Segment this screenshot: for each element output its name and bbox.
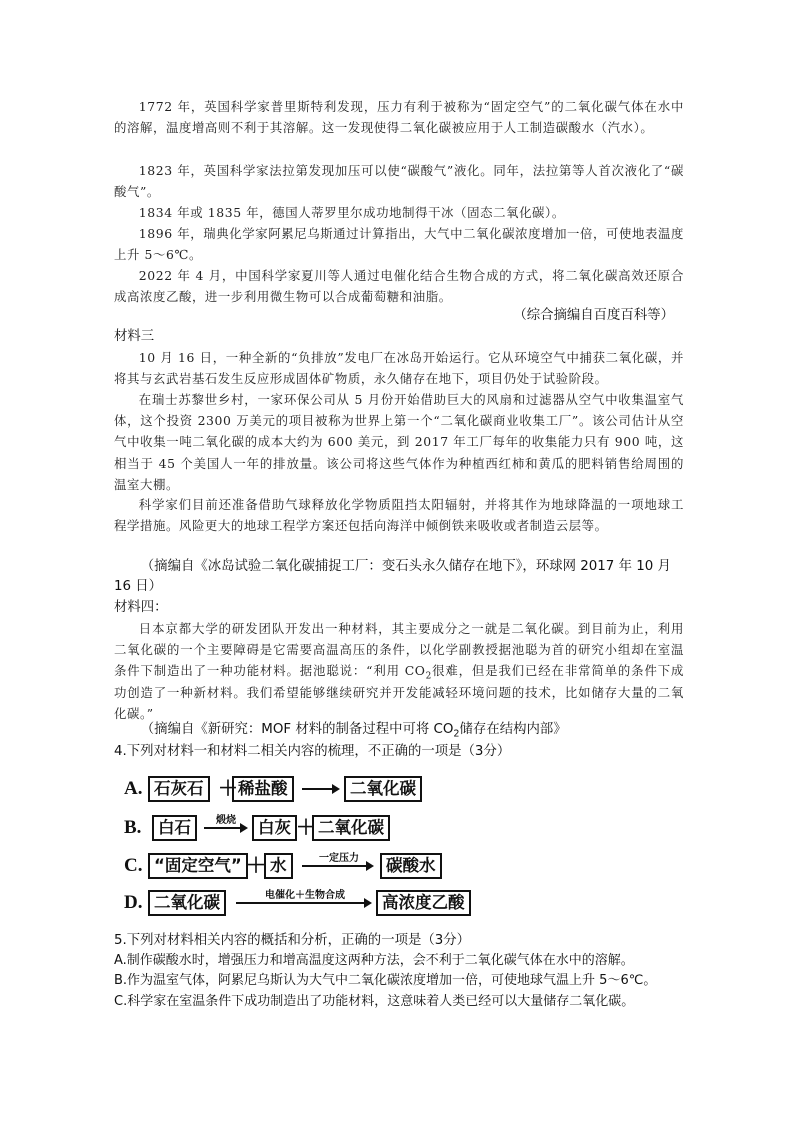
material2-paragraph-1896: 1896 年，瑞典化学家阿累尼乌斯通过计算指出，大气中二氧化碳浓度增加一倍，可使地表温度上升 5～6℃。 bbox=[114, 226, 684, 263]
material4-text-a: 日本京都大学的研发团队开发出一种材料，其主要成分之一就是二氧化碳。到目前为止，利用二氧化碳的一个主要障碍是它需要高温高压的条件，以化学副教授据池聪为首的研究小组却在室温条件下制造出了一种功能材料。据池聪说：“利用 CO bbox=[114, 621, 684, 679]
reactant-box: 白石 bbox=[152, 815, 197, 841]
reactant-box: “固定空气” bbox=[148, 853, 248, 879]
material3-source: （摘编自《冰岛试验二氧化碳捕捉工厂：变石头永久储存在地下》，环球网 2017 年 10 月 16 日） bbox=[114, 559, 671, 594]
reaction-condition: 电催化＋生物合成 bbox=[265, 890, 345, 901]
product-box: 高浓度乙酸 bbox=[376, 890, 471, 916]
reaction-arrow-icon bbox=[302, 865, 372, 867]
question5-option-c[interactable]: C.科学家在室温条件下成功制造出了功能材料，这意味着人类已经可以大量储存二氧化碳。 bbox=[114, 994, 635, 1009]
plus-sign: ＋ bbox=[218, 776, 238, 800]
product-box: 二氧化碳 bbox=[312, 815, 390, 841]
material4-paragraph bbox=[114, 618, 684, 724]
reactant-box: 石灰石 bbox=[148, 776, 210, 802]
material4-source-b: 储存在结构内部》 bbox=[459, 722, 567, 737]
reaction-arrow-icon bbox=[302, 788, 338, 790]
option-letter: B. bbox=[124, 817, 142, 838]
material3-paragraph-3: 科学家们目前还准备借助气球释放化学物质阻挡太阳辐射，并将其作为地球降温的一项地球工程学措施。风险更大的地球工程学方案还包括向海洋中倾倒铁来吸收或者制造云层等。 bbox=[114, 497, 684, 534]
product-box: 白灰 bbox=[252, 815, 297, 841]
reaction-condition: 煅烧 bbox=[216, 815, 236, 826]
material4-text-b: 很难，但是我们已经在非常简单的条件下成功创造了一种新材料。我们希望能够继续研究并开发能减轻环境问题的技术，比如储存大量的二氧化碳。” bbox=[114, 663, 684, 721]
product-box: 碳酸水 bbox=[380, 853, 442, 879]
material4-source bbox=[114, 720, 684, 740]
material2-paragraph-1834: 1834 年或 1835 年，德国人蒂罗里尔成功地制得干冰（固态二氧化碳）。 bbox=[138, 205, 565, 220]
material3-paragraph-2: 在瑞士苏黎世乡村，一家环保公司从 5 月份开始借助巨大的风扇和过滤器从空气中收集温室气体，这个投资 2300 万美元的项目被称为世界上第一个“二氧化碳商业收集工厂”。该公司估计从空气中收集一吨二氧化碳的成本大约为 600 美元，到 2017 年工厂每年的收集能力只有 900 吨，这相当于 45 个美国人一年的排放量。该公司将这些气体作为种植西红柿和黄瓜的肥料销售给周围的温室大棚。 bbox=[114, 392, 684, 492]
option-letter: D. bbox=[124, 892, 143, 913]
plus-sign: ＋ bbox=[246, 853, 266, 877]
option-letter: C. bbox=[124, 855, 143, 876]
material4-heading: 材料四： bbox=[114, 600, 168, 615]
material4-source-a: （摘编自《新研究：MOF 材料的制备过程中可将 CO bbox=[140, 722, 454, 737]
question4-option-a[interactable] bbox=[124, 776, 444, 806]
reaction-arrow-icon bbox=[236, 902, 370, 904]
material4-source-subscript: 2 bbox=[453, 728, 460, 740]
reactant-box: 稀盐酸 bbox=[232, 776, 294, 802]
question4-option-c[interactable] bbox=[124, 853, 454, 883]
material3-heading: 材料三 bbox=[114, 329, 155, 344]
plus-sign: ＋ bbox=[296, 815, 316, 839]
question5-option-b[interactable]: B.作为温室气体，阿累尼乌斯认为大气中二氧化碳浓度增加一倍，可使地球气温上升 5～6℃。 bbox=[114, 973, 657, 988]
material2-paragraph-1823: 1823 年，英国科学家法拉第发现加压可以使“碳酸气”液化。同年，法拉第等人首次液化了“碳酸气”。 bbox=[114, 163, 684, 200]
question4-option-b[interactable] bbox=[124, 815, 424, 845]
material2-paragraph-2022: 2022 年 4 月，中国科学家夏川等人通过电催化结合生物合成的方式，将二氧化碳高效还原合成高浓度乙酸，进一步利用微生物可以合成葡萄糖和油脂。 bbox=[114, 268, 684, 305]
material4-subscript: 2 bbox=[425, 671, 432, 682]
question4-option-d[interactable] bbox=[124, 890, 465, 920]
reaction-arrow-icon bbox=[204, 827, 246, 829]
reactant-box: 二氧化碳 bbox=[148, 890, 226, 916]
reaction-condition: 一定压力 bbox=[319, 853, 359, 864]
material2-paragraph-1772: 1772 年，英国科学家普里斯特利发现，压力有利于被称为“固定空气”的二氧化碳气体在水中的溶解，温度增高则不利于其溶解。这一发现使得二氧化碳被应用于人工制造碳酸水（汽水）。 bbox=[114, 99, 684, 136]
question5-stem: 5.下列对材料相关内容的概括和分析，正确的一项是（3分） bbox=[114, 933, 471, 948]
option-letter: A. bbox=[124, 778, 143, 799]
reactant-box: 水 bbox=[264, 853, 293, 879]
question4-stem: 4.下列对材料一和材料二相关内容的梳理，不正确的一项是（3分） bbox=[114, 744, 511, 759]
question5-option-a[interactable]: A.制作碳酸水时，增强压力和增高温度这两种方法，会不利于二氧化碳气体在水中的溶解。 bbox=[114, 953, 634, 968]
material2-source: （综合摘编自百度百科等） bbox=[513, 308, 674, 323]
material3-paragraph-1: 10 月 16 日，一种全新的“负排放”发电厂在冰岛开始运行。它从环境空气中捕获二氧化碳，并将其与玄武岩基石发生反应形成固体矿物质，永久储存在地下，项目仍处于试验阶段。 bbox=[114, 350, 684, 387]
product-box: 二氧化碳 bbox=[344, 776, 422, 802]
